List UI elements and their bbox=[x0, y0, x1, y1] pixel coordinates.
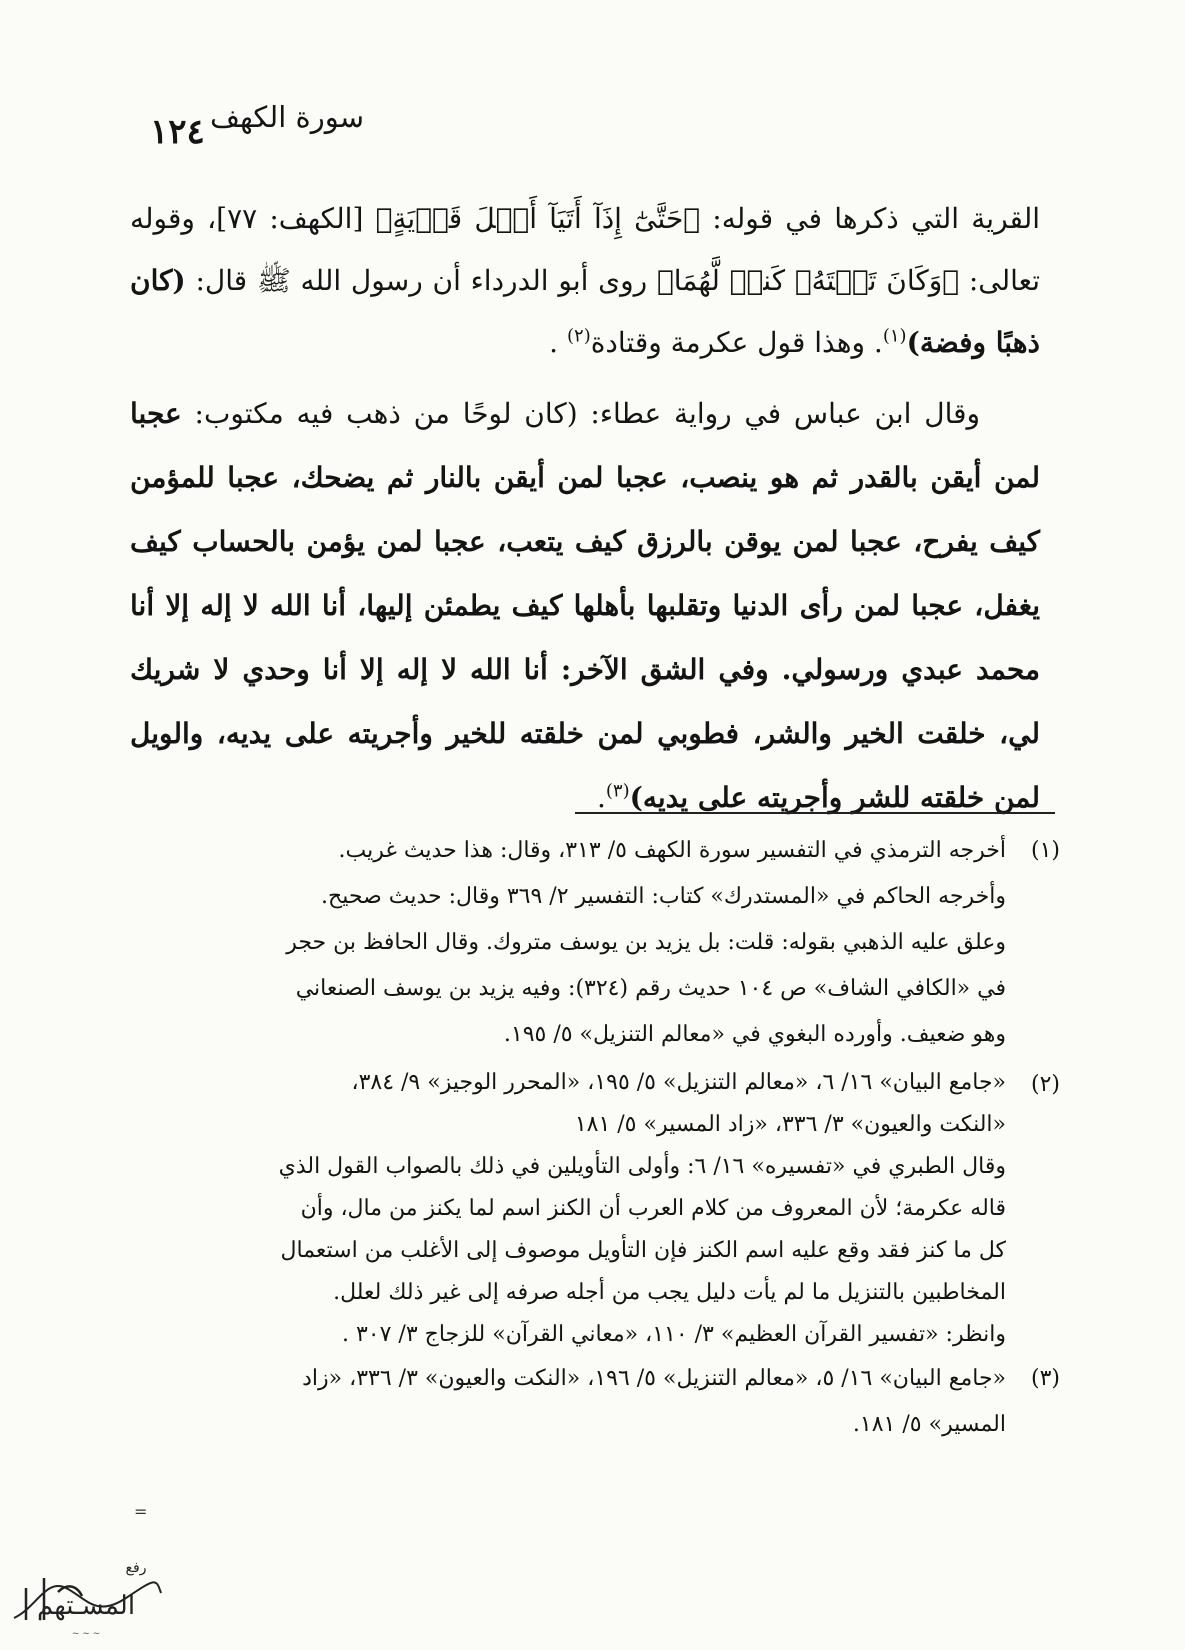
footnote-line: في «الكافي الشاف» ص ١٠٤ حديث رقم (٣٢٤): وفيه يزيد بن يوسف الصنعاني bbox=[295, 976, 1006, 1001]
footnote-line: قاله عكرمة؛ لأن المعروف من كلام العرب أن الكنز اسم لما يكنز من مال، وأن bbox=[300, 1196, 1006, 1221]
quran-verse: ﴿وَكَانَ تَحۡتَهُۥ كَنزٞ لَّهُمَا﴾ bbox=[656, 264, 960, 297]
footnote-number: (٣) bbox=[1030, 1366, 1060, 1391]
text-run: . bbox=[549, 326, 567, 359]
footnote-line: «النكت والعيون» ٣/ ٣٣٦، «زاد المسير» ٥/ ١٨١ bbox=[574, 1112, 1006, 1137]
logo-icon bbox=[6, 1548, 166, 1644]
footnote-ref-2[interactable]: (٢) bbox=[566, 325, 591, 347]
footnote-body bbox=[130, 1062, 1006, 1356]
quran-verse: ﴿حَتَّىٰٓ إِذَآ أَتَيَآ أَهۡلَ قَرۡيَةٍ﴾ bbox=[375, 202, 701, 235]
paragraph bbox=[130, 382, 1040, 830]
footnote bbox=[130, 1062, 1060, 1356]
footnote-line: «جامع البيان» ١٦/ ٥، «معالم التنزيل» ٥/ ١٩٦، «النكت والعيون» ٣/ ٣٣٦، «زاد bbox=[302, 1366, 1006, 1391]
footnote bbox=[130, 828, 1060, 1058]
svg-text:~ ~ ~: ~ ~ ~ bbox=[71, 1629, 101, 1639]
logo-subtext: رفع bbox=[125, 1560, 147, 1576]
paragraph bbox=[130, 188, 1040, 374]
footnote-line: المسير» ٥/ ١٨١. bbox=[852, 1412, 1006, 1437]
footnote-line: المخاطبين بالتنزيل ما لم يأت دليل يجب من أجله صرفه إلى غير ذلك لعلل. bbox=[333, 1280, 1006, 1305]
footnote-line: وأخرجه الحاكم في «المستدرك» كتاب: التفسير ٢/ ٣٦٩ وقال: حديث صحيح. bbox=[321, 884, 1006, 909]
footnote-line: أخرجه الترمذي في التفسير سورة الكهف ٥/ ٣١٣، وقال: هذا حديث غريب. bbox=[338, 838, 1006, 863]
footnote-line: وقال الطبري في «تفسيره» ١٦/ ٦: وأولى التأويلين في ذلك بالصواب القول الذي bbox=[278, 1154, 1006, 1179]
footnote-line: وانظر: «تفسير القرآن العظيم» ٣/ ١١٠، «معاني القرآن» للزجاج ٣/ ٣٠٧ . bbox=[341, 1322, 1006, 1347]
footnotes bbox=[130, 828, 1060, 1448]
text-run: روى أبو الدرداء أن رسول الله ﷺ قال: bbox=[185, 264, 657, 297]
footnote-line: «جامع البيان» ١٦/ ٦، «معالم التنزيل» ٥/ ١٩٥، «المحرر الوجيز» ٩/ ٣٨٤، bbox=[351, 1070, 1006, 1095]
footnote-ref-3[interactable]: (٣) bbox=[605, 780, 630, 802]
text-run: [الكهف: ٧٧]، وقوله تعالى: bbox=[130, 202, 1040, 297]
footnote-line: وهو ضعيف. وأورده البغوي في «معالم التنزيل» ٥/ ١٩٥. bbox=[503, 1022, 1006, 1047]
tablet-inscription: عجبا لمن أيقن بالقدر ثم هو ينصب، عجبا لمن أيقن بالنار ثم يضحك، عجبا للمؤمن كيف يفرح، عجبا لمن يوقن بالرزق كيف يتعب، عجبا لمن يؤمن بالحساب كيف يغفل، عجبا لمن رأى الدنيا وتقلبها بأهلها كيف يطمئن إليها، أنا الله لا إله إلا أنا محمد عبدي ورسولي. وفي الشق الآخر: أنا الله لا إله إلا أنا وحدي لا شريك لي، خلقت الخير والشر، فطوبي لمن خلقته للخير وأجريته على يديه، والويل لمن خلقته للشر وأجريته على يديه) bbox=[130, 397, 1040, 814]
text-run: . وهذا قول عكرمة وقتادة bbox=[590, 326, 883, 359]
text-run: . bbox=[596, 781, 606, 814]
page-number: ١٢٤ bbox=[150, 112, 205, 152]
footnote-body bbox=[130, 1356, 1006, 1448]
footnote-line: كل ما كنز فقد وقع عليه اسم الكنز فإن التأويل موصوف إلى الأغلب من استعمال bbox=[280, 1238, 1006, 1263]
footnote-body bbox=[130, 828, 1006, 1058]
footnote-line: وعلق عليه الذهبي بقوله: قلت: بل يزيد بن يوسف متروك. وقال الحافظ بن حجر bbox=[286, 930, 1006, 955]
footnote-ref-1[interactable]: (١) bbox=[882, 325, 907, 347]
surah-title: سورة الكهف bbox=[210, 100, 364, 134]
footnote-separator bbox=[575, 812, 1055, 814]
footnote bbox=[130, 1356, 1060, 1448]
small-mark: = bbox=[134, 1502, 148, 1521]
logo-text: المسـتهم bbox=[36, 1591, 136, 1621]
body-text bbox=[130, 188, 1040, 830]
footnote-number: (١) bbox=[1030, 838, 1060, 863]
publisher-logo bbox=[6, 1548, 166, 1644]
footnote-number: (٢) bbox=[1030, 1072, 1060, 1097]
text-run: وقال ابن عباس في رواية عطاء: (كان لوحًا من ذهب فيه مكتوب: bbox=[181, 397, 980, 430]
text-run: القرية التي ذكرها في قوله: bbox=[700, 202, 1041, 235]
hadith-quote: (كان ذهبًا وفضة) bbox=[130, 264, 1040, 359]
